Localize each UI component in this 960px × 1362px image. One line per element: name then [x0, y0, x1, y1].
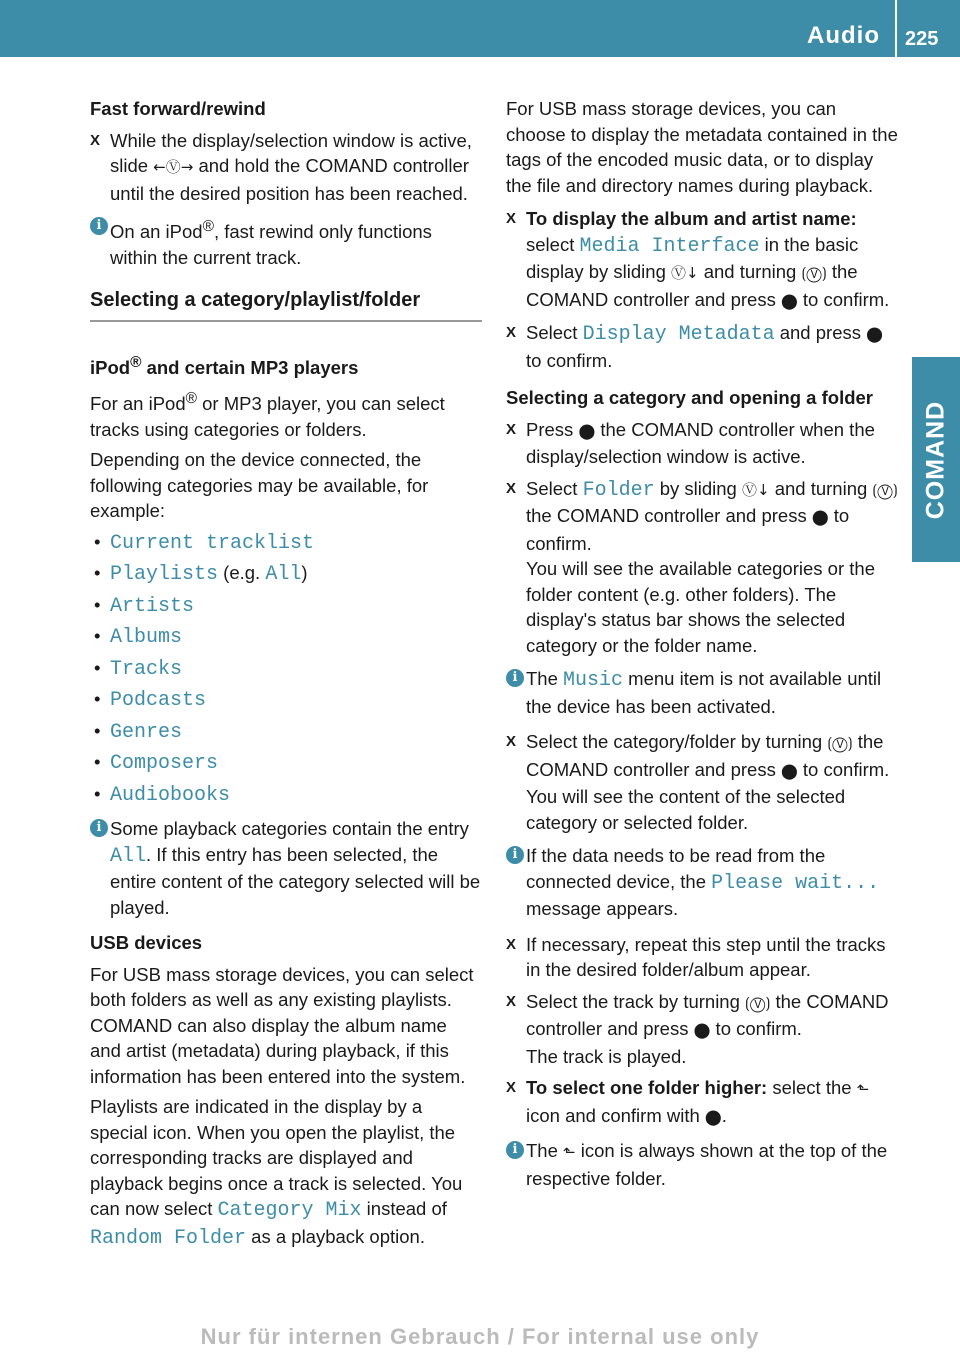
music-note: i The Music menu item is not available until the device has been activated.	[506, 666, 898, 719]
step-press: X Press ⬤ the COMAND controller when the display/selection window is active.	[506, 417, 898, 470]
list-item: • Current tracklist	[90, 529, 482, 557]
list-item: • Genres	[90, 718, 482, 746]
step-folder-up: X To select one folder higher: select the ⬑ icon and confirm with ⬤.	[506, 1075, 898, 1130]
controller-turn-icon: ⟮Ⓥ⟯	[745, 993, 771, 1012]
playlists-para: Playlists are indicated in the display by a special icon. When you open the playlist, the corresponding tracks are displayed and playback begins once a track is selected. You can now select Category Mix instead of Random Folder as a playback option.	[90, 1096, 463, 1250]
list-item: • Artists	[90, 592, 482, 620]
folder-icon-note: i The ⬑ icon is always shown at the top of the respective folder.	[506, 1138, 898, 1191]
controller-press-icon: ⬤	[780, 291, 798, 310]
controller-turn-icon: ⟮Ⓥ⟯	[827, 734, 853, 752]
header-divider	[895, 0, 897, 57]
controller-press-icon: ⬤	[811, 508, 829, 526]
list-item: • Podcasts	[90, 686, 482, 714]
controller-slide-icon: ←Ⓥ→	[153, 158, 194, 176]
page-number: 225	[905, 28, 939, 50]
ipod-note: i On an iPod®, fast rewind only functions within the current track.	[90, 214, 482, 270]
list-item: • Composers	[90, 749, 482, 777]
step-repeat: X If necessary, repeat this step until the tracks in the desired folder/album appear.	[506, 932, 898, 983]
folder-up-icon: ⬑	[563, 1143, 576, 1161]
ipod-heading: iPod® and certain MP3 players	[90, 353, 359, 378]
info-icon: i	[506, 1141, 524, 1159]
section-title: Audio	[807, 22, 880, 49]
left-column	[90, 96, 482, 1256]
list-item: • Playlists (e.g. All)	[90, 560, 482, 588]
intro-para: For USB mass storage devices, you can choose to display the metadata contained in the tags of the encoded music data, or to display the file and directory names during playback.	[506, 98, 898, 196]
step-album-artist: X To display the album and artist name: select Media Interface in the basic display by sliding Ⓥ↓ and turning ⟮Ⓥ⟯ the COMAND controller and press ⬤ to confirm.	[506, 206, 898, 314]
step-select-track: X Select the track by turning ⟮Ⓥ⟯ the COMAND controller and press ⬤ to confirm. The track is played.	[506, 989, 898, 1070]
step-display-metadata: X Select Display Metadata and press ⬤ to confirm.	[506, 320, 898, 373]
heading-category-folder: Selecting a category and opening a folder	[506, 387, 873, 408]
footer-watermark: Nur für internen Gebrauch / For internal use only	[200, 1324, 760, 1349]
header-bar	[0, 0, 960, 57]
controller-press-icon: ⬤	[578, 421, 596, 440]
ff-step: X While the display/selection window is active, slide ←Ⓥ→ and hold the COMAND controller until the desired position has been reached.	[90, 128, 482, 207]
depending-para: Depending on the device connected, the following categories may be available, for example:	[90, 449, 429, 522]
info-icon: i	[90, 819, 108, 837]
list-item: • Albums	[90, 623, 482, 651]
all-note: i Some playback categories contain the entry All. If this entry has been selected, the entire content of the category selected will be played.	[90, 816, 482, 920]
usb-heading: USB devices	[90, 932, 203, 954]
controller-press-icon: ⬤	[780, 761, 798, 780]
list-item: • Audiobooks	[90, 781, 482, 809]
please-wait-note: i If the data needs to be read from the connected device, the Please wait... message appears.	[506, 843, 898, 922]
list-item: • Tracks	[90, 655, 482, 683]
side-tab-label: COMAND	[921, 400, 950, 519]
step-select-category: X Select the category/folder by turning ⟮Ⓥ⟯ the COMAND controller and press ⬤ to confirm. You will see the content of the selected category or selected folder.	[506, 729, 898, 835]
usb-para: For USB mass storage devices, you can select both folders as well as any existing playlists. COMAND can also display the album name and artist (metadata) during playback, if this information has been entered into the system.	[90, 963, 474, 1087]
controller-slide-icon: Ⓥ↓	[671, 264, 699, 282]
info-icon: i	[90, 217, 108, 235]
info-icon: i	[506, 669, 524, 687]
controller-slide-icon: Ⓥ↓	[741, 480, 770, 499]
controller-press-icon: ⬤	[704, 1107, 722, 1126]
controller-press-icon: ⬤	[866, 325, 883, 343]
side-tab	[912, 357, 960, 562]
folder-up-icon: ⬑	[856, 1080, 870, 1098]
step-select-folder: X Select Folder by sliding Ⓥ↓ and turning ⟮Ⓥ⟯ the COMAND controller and press ⬤ to confirm. You will see the available categories or the folder content (e.g. other folders). The display's status bar shows the selected category or the folder name.	[506, 476, 898, 659]
controller-turn-icon: ⟮Ⓥ⟯	[872, 480, 898, 499]
ipod-para: For an iPod® or MP3 player, you can select tracks using categories or folders.	[90, 390, 445, 440]
controller-turn-icon: ⟮Ⓥ⟯	[801, 264, 827, 282]
section-heading: Selecting a category/playlist/folder	[90, 288, 482, 322]
controller-press-icon: ⬤	[693, 1021, 711, 1039]
ff-heading: Fast forward/rewind	[90, 98, 266, 119]
right-column	[506, 96, 898, 1201]
info-icon: i	[506, 846, 524, 864]
